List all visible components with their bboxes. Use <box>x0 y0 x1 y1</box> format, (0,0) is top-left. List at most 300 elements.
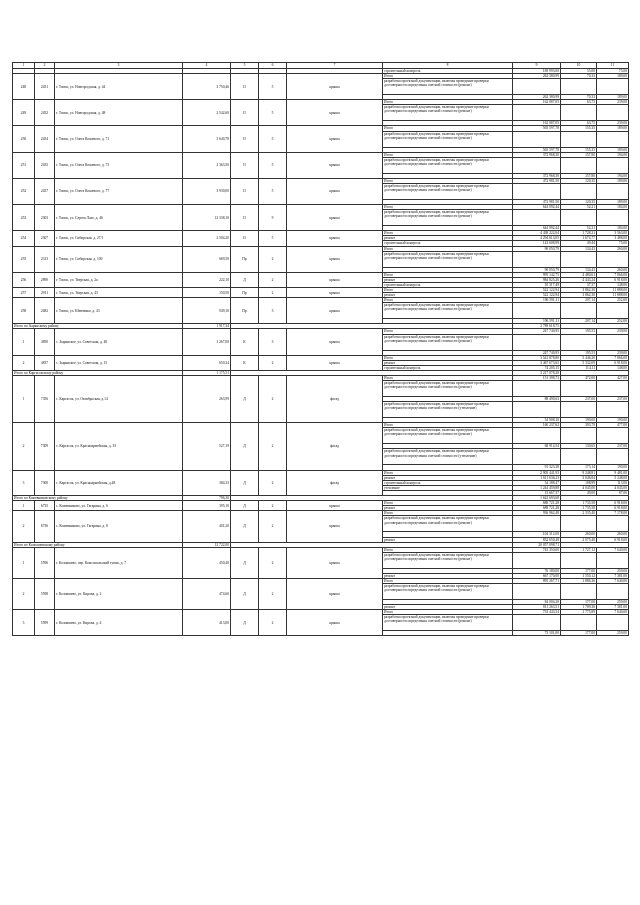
object-floors: 5 <box>259 178 287 204</box>
cost-per-sqm <box>561 79 597 95</box>
cost-limit <box>597 615 629 631</box>
object-id: 2454 <box>35 126 55 152</box>
cost-limit: 239,00 <box>597 100 629 105</box>
cost-limit: 9 481,00 <box>597 470 629 475</box>
row-number: 2 <box>13 355 35 370</box>
object-area: 2 363,50 <box>183 152 231 178</box>
row-number: 2 <box>13 578 35 609</box>
cost-total <box>513 157 561 173</box>
cost-total: 472 981,50 <box>513 199 561 204</box>
cost-limit: 252,00 <box>597 298 629 303</box>
cost-limit: 7 066,00 <box>597 272 629 277</box>
cost-per-sqm: 157,80 <box>561 173 597 178</box>
object-floors: 2 <box>259 246 287 272</box>
cost-total: 644 092,44 <box>513 205 561 210</box>
work-type: Итого <box>383 355 513 360</box>
cost-per-sqm: 4 045,00 <box>561 485 597 490</box>
cost-total: 3 467 673,65 <box>513 360 561 365</box>
cost-total: 54 908,10 <box>513 418 561 423</box>
cost-limit: 194,00 <box>597 152 629 157</box>
row-number: 3 <box>13 610 35 636</box>
cost-limit <box>597 516 629 532</box>
cost-total <box>513 584 561 600</box>
object-category: II <box>231 205 259 231</box>
district-total-sum: 20 057 098,71 <box>513 542 561 547</box>
object-address: г. Томск, ул. Сибирская, д. 27/1 <box>55 231 183 246</box>
column-header-7: 7 <box>287 63 383 69</box>
cost-total: 2 905 441,93 <box>513 470 561 475</box>
cost-total: 34 188,47 <box>513 480 561 485</box>
object-id: 4850 <box>35 329 55 355</box>
cost-total: 68 914,54 <box>513 444 561 449</box>
object-category: II <box>231 178 259 204</box>
cost-per-sqm: 49,00 <box>561 490 597 495</box>
district-total-area: 796,30 <box>183 496 231 501</box>
cost-per-sqm: 1 674,77 <box>561 236 597 241</box>
work-type: Итого <box>383 246 513 251</box>
object-address: с. Каргасок, ул. Октябрьская, д.14 <box>55 376 183 423</box>
cost-limit: 75,00 <box>597 241 629 246</box>
row-number: 258 <box>13 298 35 324</box>
cost-per-sqm: 70,33 <box>561 95 597 100</box>
object-id: 5599 <box>35 610 55 636</box>
cost-per-sqm <box>561 157 597 173</box>
cost-total: 1 244 459,88 <box>513 485 561 490</box>
cost-limit: 11 888,00 <box>597 287 629 292</box>
cost-limit <box>597 402 629 418</box>
cost-total: 1 611 636,23 <box>513 475 561 480</box>
work-description: разработка проектной документации, включая проведение проверки достоверности определения сметной стоимости (ремонт) <box>383 516 513 532</box>
work-element: крыша <box>287 329 383 355</box>
object-floors: 2 <box>259 272 287 287</box>
cost-total: 74 205,15 <box>513 365 561 370</box>
object-id: 2313 <box>35 246 55 272</box>
cost-total: 151 398,73 <box>513 376 561 381</box>
object-area: 3 640,78 <box>183 126 231 152</box>
object-id: 2451 <box>35 74 55 100</box>
cost-total: 832 650,48 <box>513 537 561 542</box>
work-element: крыша <box>287 511 383 542</box>
work-element: крыша <box>287 272 383 287</box>
cost-per-sqm: 134,43 <box>561 246 597 251</box>
work-type: Итого <box>383 152 513 157</box>
cost-per-sqm <box>561 381 597 397</box>
row-number: 256 <box>13 272 35 287</box>
cost-per-sqm: 134,43 <box>561 267 597 272</box>
cost-limit: 6 918,00 <box>597 506 629 511</box>
object-area: 12 338,10 <box>183 205 231 231</box>
cost-total: 688 721,28 <box>513 501 561 506</box>
object-address: г. Томск, ул. Тверская, д. 2а <box>55 272 183 287</box>
cost-per-sqm: 3 046,84 <box>561 475 597 480</box>
cost-per-sqm <box>561 105 597 121</box>
work-element: крыша <box>287 610 383 636</box>
object-address: г. Томск, ул. Олега Кошевого, д. 73 <box>55 152 183 178</box>
object-id: 2482 <box>35 298 55 324</box>
object-id: 6736 <box>35 511 55 542</box>
cost-limit <box>597 251 629 267</box>
object-category: К <box>231 329 259 355</box>
cost-total: 73 101,00 <box>513 631 561 636</box>
work-type: ремонт <box>383 277 513 282</box>
work-type <box>383 631 513 636</box>
cost-per-sqm: 108,99 <box>561 480 597 485</box>
column-header-9: 9 <box>513 63 561 69</box>
cost-total <box>513 79 561 95</box>
cost-total: 4 294 613,05 <box>513 236 561 241</box>
object-floors: 2 <box>259 376 287 423</box>
row-number: 1 <box>13 501 35 511</box>
object-area: 384,33 <box>183 470 231 495</box>
work-description: разработка проектной документации, включая проведение проверки достоверности определения сметной стоимости (ремонт) <box>383 105 513 121</box>
work-element: фасад <box>287 470 383 495</box>
work-type: Итого <box>383 547 513 552</box>
cost-limit: 237,00 <box>597 444 629 449</box>
object-id: 2307 <box>35 231 55 246</box>
district-total-label: Итого по Колпашевскому району <box>13 542 183 547</box>
cost-limit: 7 381,00 <box>597 573 629 578</box>
cost-total: 262 380,99 <box>513 74 561 79</box>
object-address: г. Томск, ул. Шевченко, д. 43 <box>55 298 183 324</box>
cost-total <box>513 615 561 631</box>
object-area: 527,19 <box>183 423 231 470</box>
column-header-8: 8 <box>383 63 513 69</box>
cost-limit: 252,00 <box>597 319 629 324</box>
object-area: 949,10 <box>183 298 231 324</box>
cost-total: 3 541 878,80 <box>513 355 561 360</box>
cost-total: 743 350,00 <box>513 547 561 552</box>
work-type: Итого <box>383 205 513 210</box>
cost-per-sqm: 52,21 <box>561 205 597 210</box>
row-number: 254 <box>13 231 35 246</box>
cost-total: 90 050,79 <box>513 246 561 251</box>
cost-total <box>513 516 561 532</box>
cost-total: 565 597,78 <box>513 126 561 131</box>
work-type: Итого <box>383 298 513 303</box>
object-address: г. Томск, ул. Олега Кошевого, д. 71 <box>55 126 183 152</box>
cost-total: 162 087,05 <box>513 100 561 105</box>
district-total-label: Итого по Зырянскому району <box>13 324 183 329</box>
cost-limit: 6 918,00 <box>597 501 629 506</box>
object-address: г. Томск, ул. Тверская, д. 43 <box>55 287 183 297</box>
row-number: 2 <box>13 511 35 542</box>
cost-total: 372 968,30 <box>513 152 561 157</box>
cost-total: 160 237,62 <box>513 423 561 428</box>
object-address: с. Зырянское, ул. Советская, д. 15 <box>55 355 183 370</box>
cost-total: 162 087,05 <box>513 121 561 126</box>
cost-limit: 4 045,00 <box>597 485 629 490</box>
cost-limit: 3 488,00 <box>597 236 629 241</box>
document-page <box>12 62 628 636</box>
cost-limit <box>597 157 629 173</box>
object-address: г. Томск, ул. Новгородская, д. 48 <box>55 100 183 126</box>
work-description: разработка проектной документации, включая проведение проверки достоверности определения сметной стоимости (ремонт) <box>383 210 513 226</box>
cost-limit <box>597 552 629 568</box>
work-description: разработка проектной документации, включая проведение проверки достоверности определения сметной стоимости (ремонт) <box>383 131 513 147</box>
cost-limit: 259,00 <box>597 568 629 573</box>
object-floors: 2 <box>259 423 287 470</box>
row-number: 2 <box>13 423 35 470</box>
cost-per-sqm <box>561 584 597 600</box>
work-type: Итого <box>383 74 513 79</box>
work-element: крыша <box>287 246 383 272</box>
cost-per-sqm <box>561 428 597 444</box>
object-category: Д <box>231 272 259 287</box>
cost-per-sqm: 195,53 <box>561 329 597 334</box>
cost-per-sqm: 303,79 <box>561 423 597 428</box>
cost-limit <box>597 105 629 121</box>
work-type: Итого <box>383 100 513 105</box>
cost-limit: 259,00 <box>597 600 629 605</box>
cost-limit: 189,00 <box>597 199 629 204</box>
cost-per-sqm <box>561 449 597 465</box>
object-category: Пр <box>231 246 259 272</box>
object-address: г. Томск, ул. Новгородская, д. 44 <box>55 74 183 100</box>
cost-per-sqm: 70,33 <box>561 74 597 79</box>
cost-per-sqm: 114,11 <box>561 365 597 370</box>
cost-total <box>513 303 561 319</box>
cost-per-sqm: 52,21 <box>561 226 597 231</box>
work-type: Итого <box>383 470 513 475</box>
cost-total <box>513 402 561 418</box>
object-area: 401,20 <box>183 511 231 542</box>
cost-per-sqm: 9 248,81 <box>561 470 597 475</box>
object-area: 450,40 <box>183 547 231 578</box>
cost-limit: 260,00 <box>597 246 629 251</box>
cost-limit: 7 640,00 <box>597 547 629 552</box>
object-category: Д <box>231 470 259 495</box>
cost-total <box>513 131 561 147</box>
work-element: крыша <box>287 74 383 100</box>
work-description: разработка проектной документации, включая проведение проверки достоверности определения сметной стоимости (ремонт) <box>383 79 513 95</box>
district-total-area: 12 722,00 <box>183 542 231 547</box>
cost-total: 90 050,79 <box>513 267 561 272</box>
cost-per-sqm: 2 075,40 <box>561 537 597 542</box>
cost-limit: 148,00 <box>597 365 629 370</box>
work-type: ремонт <box>383 573 513 578</box>
cost-total <box>513 334 561 350</box>
work-type: ремонт <box>383 605 513 610</box>
cost-limit: 239,00 <box>597 121 629 126</box>
object-address: г. Томск, ул. Сибирская, д. 100 <box>55 246 183 272</box>
cost-limit: 87,00 <box>597 490 629 495</box>
row-number: 253 <box>13 205 35 231</box>
cost-limit: 189,00 <box>597 95 629 100</box>
cost-total: 143 608,99 <box>513 241 561 246</box>
cost-per-sqm: 1 709,36 <box>561 605 597 610</box>
work-element: крыша <box>287 287 383 297</box>
cost-per-sqm: 1 550,12 <box>561 573 597 578</box>
cost-limit: 5 248,00 <box>597 475 629 480</box>
cost-total: 247 740,95 <box>513 329 561 334</box>
object-floors: 5 <box>259 100 287 126</box>
cost-total: 667 170,00 <box>513 573 561 578</box>
cost-per-sqm: 130,65 <box>561 444 597 449</box>
object-area: 3 930,00 <box>183 178 231 204</box>
object-category: Д <box>231 376 259 423</box>
cost-limit: 7 640,00 <box>597 610 629 615</box>
cost-per-sqm <box>561 251 597 267</box>
cost-total: 104 312,00 <box>513 532 561 537</box>
cost-per-sqm: 155,35 <box>561 126 597 131</box>
work-type: ремонт <box>383 360 513 365</box>
object-category: II <box>231 126 259 152</box>
work-type: строительный контроль <box>383 241 513 246</box>
cost-per-sqm <box>561 516 597 532</box>
district-total-area: 1 917,34 <box>183 324 231 329</box>
work-type: Итого <box>383 287 513 292</box>
object-category: II <box>231 152 259 178</box>
district-total-sum: 3 789 618,75 <box>513 324 561 329</box>
object-floors: 3 <box>259 298 287 324</box>
cost-per-sqm: 1 775,89 <box>561 610 597 615</box>
work-description: разработка проектной документации, включая проведение проверки достоверности определения сметной стоимости (ремонт) <box>383 381 513 397</box>
work-type: Итого <box>383 423 513 428</box>
work-description: разработка проектной документации, включая проведение проверки достоверности определения сметной стоимости (ремонт) <box>383 157 513 173</box>
row-number: 1 <box>13 547 35 578</box>
work-element: фасад <box>287 376 383 423</box>
work-element: крыша <box>287 100 383 126</box>
cost-total: 372 968,30 <box>513 173 561 178</box>
object-floors: 2 <box>259 578 287 609</box>
object-area: 395,10 <box>183 501 231 511</box>
cost-total: 169 993,00 <box>513 69 561 74</box>
object-category: К <box>231 355 259 370</box>
cost-total: 984 825,26 <box>513 277 561 282</box>
cost-limit <box>597 79 629 95</box>
cost-per-sqm: 260,00 <box>561 532 597 537</box>
cost-per-sqm: 237,00 <box>561 397 597 402</box>
cost-per-sqm <box>561 183 597 199</box>
cost-total <box>513 449 561 465</box>
cost-per-sqm: 120,35 <box>561 199 597 204</box>
cost-limit: 239,00 <box>597 329 629 334</box>
cost-total <box>513 428 561 444</box>
district-total-area: 1 175,51 <box>183 370 231 375</box>
work-type: ремонт <box>383 236 513 241</box>
cost-limit: 194,00 <box>597 173 629 178</box>
work-type: ремонт <box>383 293 513 298</box>
work-type: Итого <box>383 126 513 131</box>
work-element: крыша <box>287 205 383 231</box>
object-category: Д <box>231 547 259 578</box>
cost-total: 76 180,00 <box>513 568 561 573</box>
work-description: разработка проектной документации, включая проведение проверки достоверности определения сметной стоимости (ремонт) <box>383 615 513 631</box>
work-element: крыша <box>287 578 383 609</box>
object-area: 1 267,00 <box>183 329 231 355</box>
district-total-sum: 1 622 693,68 <box>513 496 561 501</box>
cost-per-sqm: 4 443,24 <box>561 277 597 282</box>
object-id: 5596 <box>35 547 55 578</box>
object-floors: 2 <box>259 511 287 542</box>
work-type: Итого <box>383 511 513 516</box>
row-number: 249 <box>13 100 35 126</box>
district-total-sum: 3 217 078,28 <box>513 370 561 375</box>
work-type: Итого <box>383 501 513 506</box>
object-area: 474,60 <box>183 578 231 609</box>
work-type: ремонт <box>383 475 513 480</box>
cost-limit <box>597 449 629 465</box>
cost-limit: 6 918,00 <box>597 360 629 365</box>
cost-limit: 237,00 <box>597 397 629 402</box>
cost-total <box>513 210 561 226</box>
object-floors: 2 <box>259 355 287 370</box>
cost-limit <box>597 334 629 350</box>
repair-program-table <box>12 62 629 636</box>
cost-limit: 260,00 <box>597 532 629 537</box>
work-element: фасад <box>287 423 383 470</box>
cost-per-sqm: 5 446,20 <box>561 355 597 360</box>
work-element: крыша <box>287 298 383 324</box>
object-area: 3 750,46 <box>183 74 231 100</box>
object-category: Д <box>231 501 259 511</box>
object-id: 7356 <box>35 376 55 423</box>
cost-limit: 11 888,00 <box>597 293 629 298</box>
object-area: 669,50 <box>183 246 231 272</box>
cost-total <box>513 552 561 568</box>
cost-total: 936 962,48 <box>513 511 561 516</box>
cost-per-sqm <box>561 402 597 418</box>
row-number: 250 <box>13 126 35 152</box>
object-area: 650,34 <box>183 355 231 370</box>
work-element: крыша <box>287 231 383 246</box>
object-area: 222,10 <box>183 272 231 287</box>
row-number: 248 <box>13 74 35 100</box>
work-type: Итого <box>383 376 513 381</box>
cost-total: 644 092,44 <box>513 226 561 231</box>
cost-total: 262 380,99 <box>513 95 561 100</box>
work-type: утепление <box>383 485 513 490</box>
object-address: г. Колпашево, пер. Комсомольский тупик, д. 7 <box>55 547 183 578</box>
cost-per-sqm: 177,00 <box>561 568 597 573</box>
column-header-2: 2 <box>35 63 55 69</box>
cost-per-sqm: 1 886,36 <box>561 578 597 583</box>
cost-total: 565 597,78 <box>513 147 561 152</box>
cost-per-sqm: 63,75 <box>561 121 597 126</box>
cost-total <box>513 251 561 267</box>
cost-total <box>513 381 561 397</box>
cost-per-sqm <box>561 334 597 350</box>
object-id: 2457 <box>35 178 55 204</box>
work-description: разработка проектной документации, включая проведение проверки достоверности определения сметной стоимости (ремонт) <box>383 251 513 267</box>
cost-total: 91 323,38 <box>513 465 561 470</box>
cost-per-sqm: 120,35 <box>561 178 597 183</box>
cost-limit: 7 640,00 <box>597 578 629 583</box>
object-id: 5598 <box>35 578 55 609</box>
object-address: с. Зырянское, ул. Советская, д. 40 <box>55 329 183 355</box>
cost-per-sqm: 37,37 <box>561 282 597 287</box>
work-type: Итого <box>383 329 513 334</box>
work-description: разработка проектной документации, включая проведение проверки достоверности определения сметной стоимости (ремонт) <box>383 183 513 199</box>
column-header-3: 3 <box>55 63 183 69</box>
cost-per-sqm: 3 862,30 <box>561 293 597 298</box>
cost-per-sqm: 63,75 <box>561 100 597 105</box>
cost-per-sqm: 2 335,40 <box>561 511 597 516</box>
object-category: Д <box>231 578 259 609</box>
cost-per-sqm: 1 735,58 <box>561 501 597 506</box>
object-id: 4837 <box>35 355 55 370</box>
row-number: 257 <box>13 287 35 297</box>
cost-total: 196 591,11 <box>513 319 561 324</box>
object-area: 2 504,20 <box>183 231 231 246</box>
work-element: крыша <box>287 355 383 370</box>
object-address: г. Колпашево, ул. Кирова, д. 2 <box>55 578 183 609</box>
cost-per-sqm <box>561 131 597 147</box>
object-category: II <box>231 100 259 126</box>
column-header-10: 10 <box>561 63 597 69</box>
object-category: II <box>231 74 259 100</box>
cost-limit: 148,00 <box>597 282 629 287</box>
